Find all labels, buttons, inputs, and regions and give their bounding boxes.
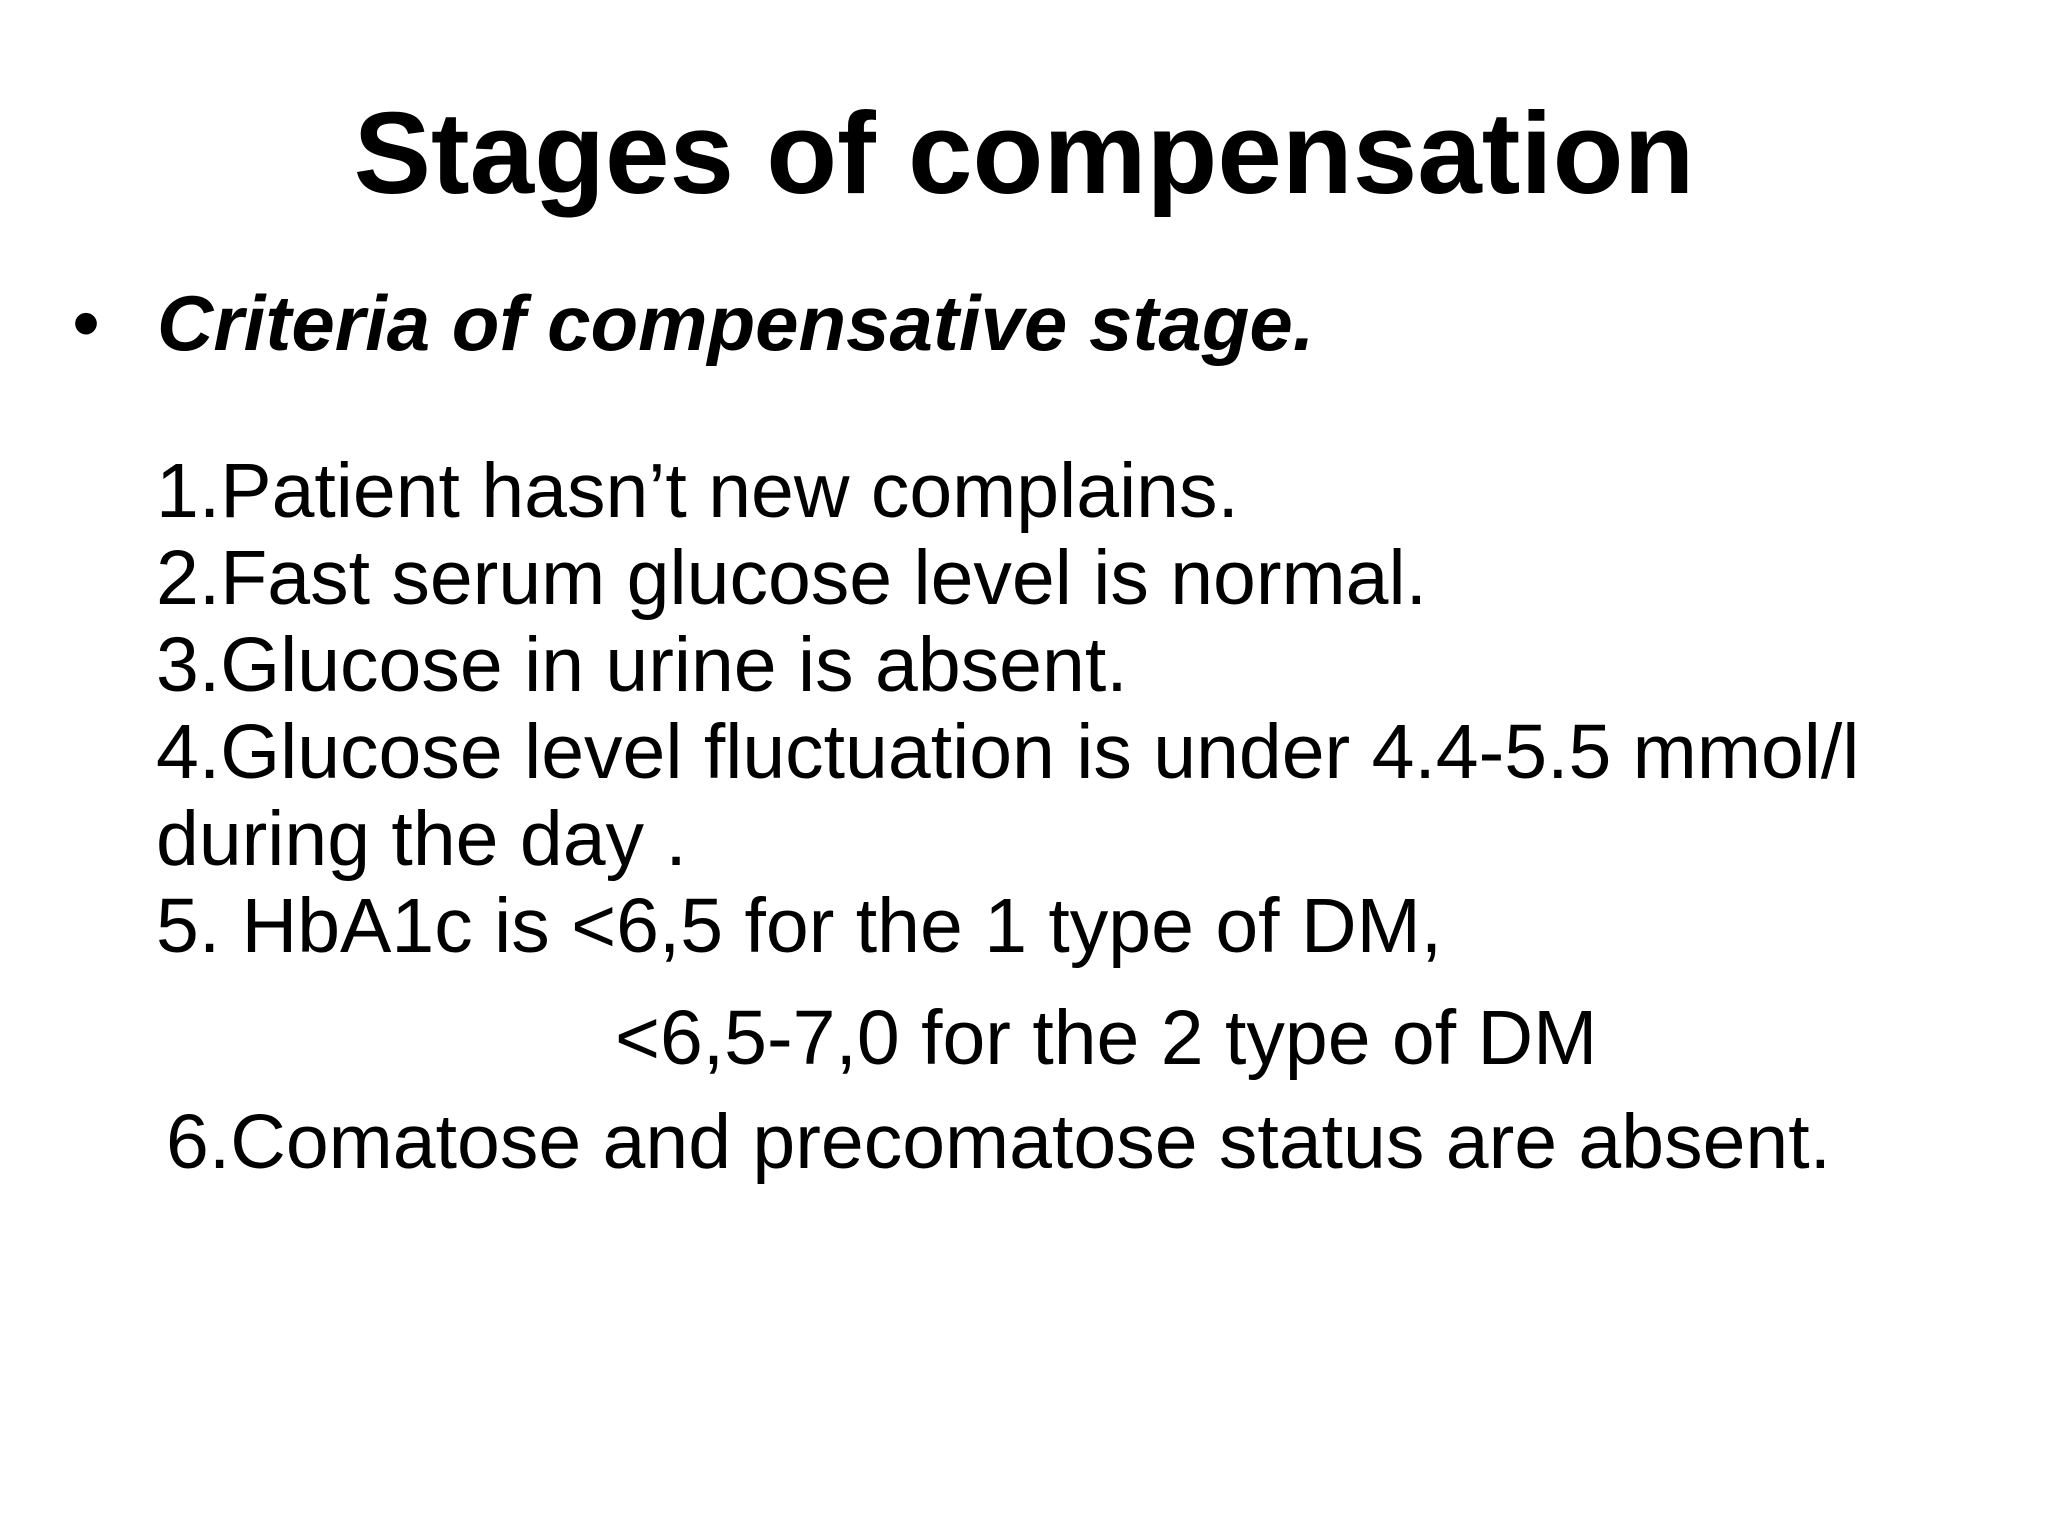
criteria-item-4: 4.Glucose level fluctuation is under 4.4-5.5 mmol/l (156, 709, 1860, 795)
criteria-item-4-continuation: during the day . (156, 796, 687, 882)
criteria-item-5-continuation: <6,5-7,0 for the 2 type of DM (615, 995, 1598, 1081)
criteria-heading: Criteria of compensative stage. (157, 279, 1315, 367)
criteria-list (156, 448, 2026, 970)
criteria-item-3: 3.Glucose in urine is absent. (156, 622, 1128, 708)
slide-title: Stages of compensation (353, 88, 1695, 218)
bullet-icon: • (72, 278, 101, 367)
criteria-item-5: 5. HbA1c is <6,5 for the 1 type of DM, (156, 883, 1443, 969)
criteria-item-2: 2.Fast serum glucose level is normal. (156, 535, 1427, 621)
criteria-item-6: 6.Comatose and precomatose status are absent. (166, 1099, 1832, 1185)
criteria-item-1: 1.Patient hasn’t new complains. (156, 448, 1239, 534)
